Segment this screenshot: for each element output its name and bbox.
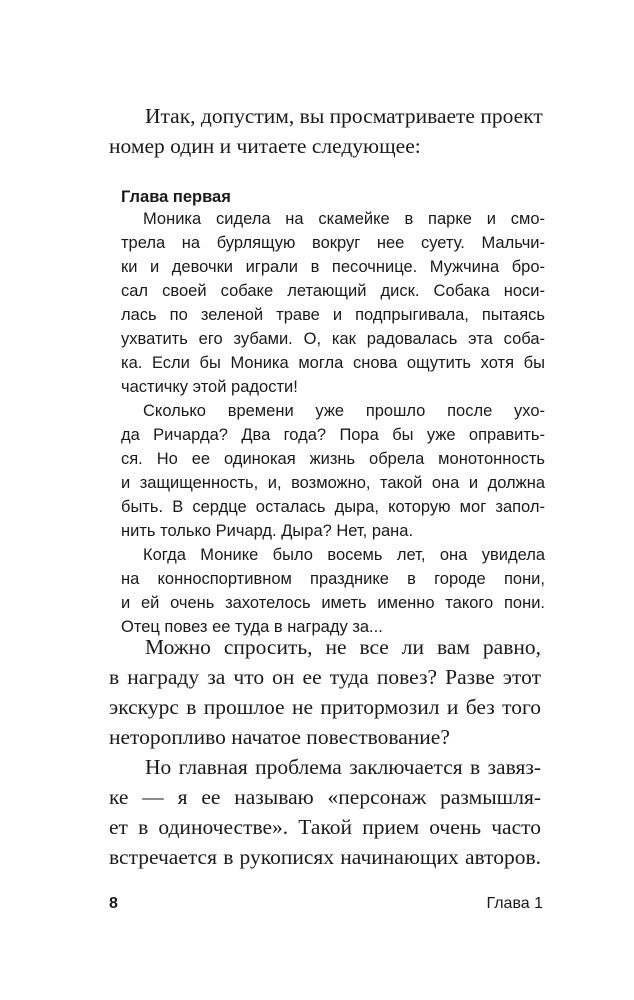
commentary-line: ке — я ее называю «персонаж размышля-: [109, 785, 541, 809]
excerpt-line: Сколько времени уже прошло после ухо-: [143, 402, 545, 420]
excerpt-heading: Глава первая: [121, 188, 231, 206]
commentary-line: неторопливо начатое повествование?: [109, 725, 450, 749]
excerpt-line: лась по зеленой траве и подпрыгивала, пытаясь: [121, 306, 545, 324]
excerpt-line: Когда Монике было восемь лет, она увидела: [143, 546, 545, 564]
excerpt-line: частичку этой радости!: [121, 378, 298, 396]
excerpt-line: и защищенность, и, возможно, такой она и должна: [121, 474, 545, 492]
excerpt-line: на конноспортивном празднике в городе пони,: [121, 570, 545, 588]
commentary-line: встречается в рукописях начинающих авторов.: [109, 845, 541, 869]
page-number: 8: [109, 895, 118, 912]
commentary-line: экскурс в прошлое не притормозил и без того: [109, 695, 541, 719]
running-head: Глава 1: [486, 895, 543, 912]
intro-line: номер один и читаете следующее:: [109, 134, 421, 158]
commentary-line: Можно спросить, не все ли вам равно,: [145, 635, 541, 659]
excerpt-line: да Ричарда? Два года? Пора бы уже оправить-: [121, 426, 545, 444]
excerpt-line: сал своей собаке летающий диск. Собака носи-: [121, 282, 545, 300]
excerpt-line: трела на бурлящую вокруг нее суету. Мальчи-: [121, 234, 545, 252]
excerpt-line: ся. Но ее одинокая жизнь обрела монотонность: [121, 450, 545, 468]
commentary-line: Но главная проблема заключается в завяз-: [145, 755, 541, 779]
excerpt-line: ки и девочки играли в песочнице. Мужчина бро-: [121, 258, 545, 276]
excerpt-line: Моника сидела на скамейке в парке и смо-: [143, 210, 545, 228]
excerpt-line: ка. Если бы Моника могла снова ощутить хотя бы: [121, 354, 545, 372]
commentary-line: в награду за что он ее туда повез? Разве этот: [109, 665, 541, 689]
intro-line: Итак, допустим, вы просматриваете проект: [145, 104, 543, 128]
commentary-line: ет в одиночестве». Такой прием очень часто: [109, 815, 541, 839]
excerpt-line: Отец повез ее туда в награду за...: [121, 618, 383, 636]
excerpt-line: быть. В сердце осталась дыра, которую мог запол-: [121, 498, 545, 516]
excerpt-line: нить только Ричард. Дыра? Нет, рана.: [121, 522, 414, 540]
excerpt-line: и ей очень захотелось иметь именно такого пони.: [121, 594, 545, 612]
excerpt-line: ухватить его зубами. О, как радовалась эта соба-: [121, 330, 545, 348]
